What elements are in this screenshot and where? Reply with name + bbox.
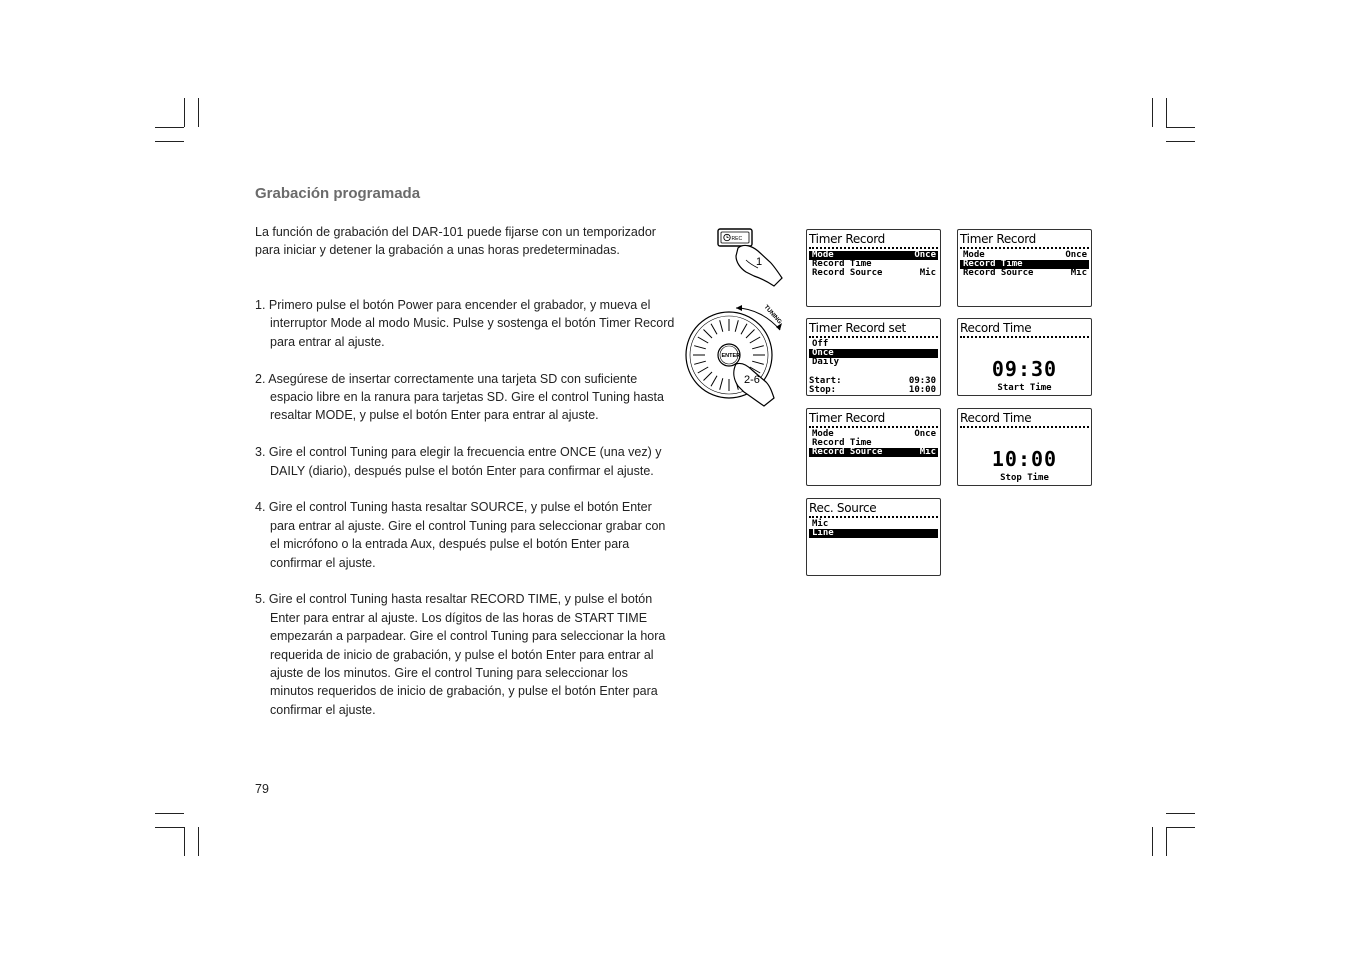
lcd-caption: Start Time [997, 383, 1052, 393]
step-text: Gire el control Tuning para elegir la frecuencia entre ONCE (una vez) y DAILY (diario), después pulse el botón Enter para confirmar el ajuste. [268, 445, 662, 478]
lcd-divider [960, 336, 1089, 338]
lcd-row-start: Start: 09:30 [809, 376, 936, 386]
tuning-label: TUNING [762, 304, 783, 326]
step-item [255, 296, 675, 351]
lcd-row-record-source: Record Source Mic [812, 268, 936, 278]
tuning-dial-illustration [684, 298, 790, 410]
crop-mark [1166, 98, 1167, 127]
lcd-row-stop: Stop: 10:00 [809, 385, 936, 395]
lcd-screen-timer-record-set [806, 318, 941, 396]
lcd-divider [809, 247, 938, 249]
lcd-title: Timer Record [809, 411, 885, 425]
lcd-screen-timer-record-2 [957, 229, 1092, 307]
crop-mark [198, 827, 199, 856]
lcd-screen-timer-record-3 [806, 408, 941, 486]
lcd-screen-start-time [957, 318, 1092, 396]
lcd-screen-stop-time [957, 408, 1092, 486]
lcd-row-record-source: Record Source Mic [963, 268, 1087, 278]
lcd-row-once: Once [809, 349, 938, 358]
intro-paragraph: La función de grabación del DAR-101 puede fijarse con un temporizador para iniciar y detener la grabación a unas horas predeterminadas. [255, 225, 656, 258]
step-number: 2. [255, 371, 266, 386]
lcd-time-display: 10:00 [991, 447, 1058, 471]
lcd-divider [809, 336, 938, 338]
lcd-title: Record Time [960, 411, 1032, 425]
crop-mark [1166, 127, 1195, 128]
step-item [255, 370, 675, 425]
lcd-caption: Stop Time [1000, 473, 1049, 483]
crop-mark [198, 98, 199, 127]
rec-button-label: REC [731, 236, 743, 242]
steps-list [255, 296, 675, 738]
lcd-divider [960, 426, 1089, 428]
crop-mark [1166, 141, 1195, 142]
crop-mark [155, 813, 184, 814]
step-number: 4. [255, 500, 266, 515]
step-text: Asegúrese de insertar correctamente una tarjeta SD con suficiente espacio libre en la ranura para tarjetas SD. Gire el control Tuning hasta resaltar MODE, y pulse el botón Enter para entrar al ajuste. [268, 371, 664, 423]
lcd-row-record-time: Record Time [812, 259, 872, 269]
lcd-row-off: Off [812, 339, 829, 349]
crop-mark [1166, 827, 1195, 828]
lcd-title: Record Time [960, 321, 1032, 335]
lcd-row-mic: Mic [812, 519, 829, 529]
step-callout-1: 1 [756, 256, 763, 268]
lcd-screen-timer-record-1 [806, 229, 941, 307]
lcd-time-display: 09:30 [991, 357, 1058, 381]
step-item [255, 498, 675, 572]
crop-mark [155, 127, 184, 128]
step-number: 1. [255, 298, 266, 312]
lcd-title: Timer Record [809, 232, 885, 246]
step-item [255, 443, 675, 480]
step-number: 5. [255, 592, 266, 607]
crop-mark [1166, 827, 1167, 856]
lcd-row-daily: Daily [812, 357, 840, 367]
rec-button-illustration [716, 226, 788, 288]
page-number: 79 [255, 782, 269, 796]
crop-mark [1166, 813, 1195, 814]
crop-mark [1152, 98, 1153, 127]
lcd-title: Timer Record set [809, 321, 906, 335]
lcd-divider [809, 426, 938, 428]
step-text: Gire el control Tuning hasta resaltar SOURCE, y pulse el botón Enter para entrar al ajuste. Gire el control Tuning para seleccionar grabar con el micrófono o la entrada Aux, después pulse el botón Enter para confirmar el ajuste. [268, 500, 666, 570]
crop-mark [184, 827, 185, 856]
enter-label: ENTER [721, 353, 741, 359]
lcd-divider [809, 516, 938, 518]
crop-mark [155, 141, 184, 142]
lcd-title: Timer Record [960, 232, 1036, 246]
lcd-row-mode: Mode Once [809, 251, 938, 260]
page-title: Grabación programada [255, 185, 421, 202]
lcd-title: Rec. Source [809, 501, 877, 515]
lcd-row-record-time: Record Time [812, 438, 872, 448]
step-text: Gire el control Tuning hasta resaltar RECORD TIME, y pulse el botón Enter para entrar al ajuste. Los dígitos de las horas de START TIME empezarán a parpadear. Gire el control Tuning para seleccionar la hora requerida de inicio de grabación, y pulse el botón Enter para entrar al ajuste de los minutos. Gire el control Tuning para seleccionar los minutos requeridos de inicio de grabación, y pulse el botón Enter para confirmar el ajuste. [268, 592, 666, 717]
lcd-row-line: Line [809, 529, 938, 538]
step-text: Primero pulse el botón Power para encender el grabador, y mueva el interruptor Mode al modo Music. Pulse y sostenga el botón Timer Record para entrar al ajuste. [268, 298, 675, 349]
crop-mark [155, 827, 184, 828]
step-callout-2-6: 2-6 [744, 374, 760, 386]
lcd-row-record-source: Record Source Mic [809, 448, 938, 457]
lcd-row-mode: Mode Once [963, 250, 1087, 260]
step-item [255, 590, 675, 719]
step-number: 3. [255, 445, 266, 460]
lcd-screen-rec-source [806, 498, 941, 576]
crop-mark [184, 98, 185, 127]
lcd-row-record-time: Record Time [960, 260, 1089, 269]
lcd-divider [960, 247, 1089, 249]
lcd-row-mode: Mode Once [812, 429, 936, 439]
crop-mark [1152, 827, 1153, 856]
